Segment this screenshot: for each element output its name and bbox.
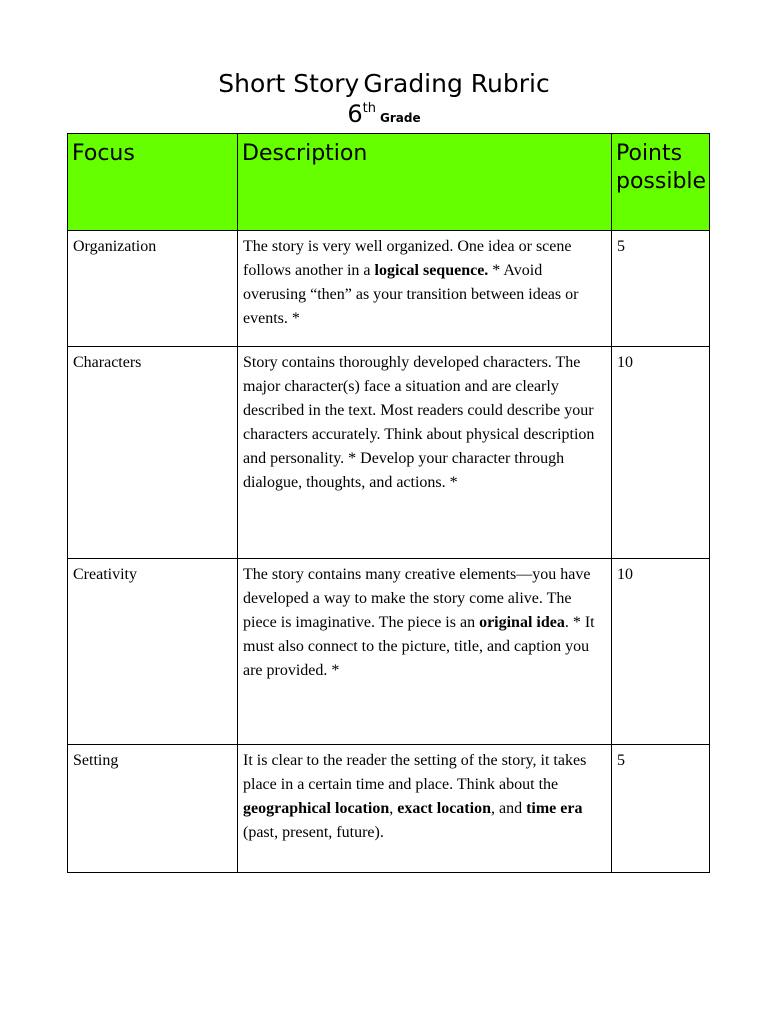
points-cell: 5 <box>612 231 710 347</box>
table-row <box>68 231 710 347</box>
header-focus: Focus <box>68 134 238 231</box>
text-run: The story is very well organized. One idea or scene follows another in a <box>243 238 572 279</box>
description-cell <box>238 559 612 745</box>
focus-cell: Setting <box>68 745 238 873</box>
title-part-1: Short Story <box>218 69 360 98</box>
focus-cell: Characters <box>68 347 238 559</box>
rubric-table <box>67 133 710 873</box>
text-run: , and <box>490 800 527 817</box>
description-cell <box>238 347 612 559</box>
text-run: It is clear to the reader the setting of the story, it takes place in a certain time and place. Think about the <box>243 752 587 793</box>
grade-label: Grade <box>380 111 421 125</box>
table-row <box>68 559 710 745</box>
text-run: Story contains thoroughly developed characters. The major character(s) face a situation and are clearly described in the text. Most readers could describe your characters accurately. Think about physical description and personality. * Develop your character through dialogue, thoughts, and actions. * <box>243 354 595 491</box>
description-cell <box>238 231 612 347</box>
title-part-2: Grading Rubric <box>363 69 550 98</box>
points-cell: 5 <box>612 745 710 873</box>
points-cell: 10 <box>612 347 710 559</box>
bold-text: geographical location <box>243 800 390 817</box>
description-cell <box>238 745 612 873</box>
header-description: Description <box>238 134 612 231</box>
bold-text: original idea <box>479 614 565 631</box>
text-run: . * It must also connect to the picture, title, and caption you are provided. * <box>243 614 595 679</box>
table-row <box>68 745 710 873</box>
text-run: The story contains many creative elements—you have developed a way to make the story come alive. The piece is imaginative. The piece is an <box>243 566 591 631</box>
focus-cell: Creativity <box>68 559 238 745</box>
text-run: * Avoid overusing “then” as your transition between ideas or events. * <box>243 262 579 327</box>
text-run: , <box>389 800 398 817</box>
text-run: (past, present, future). <box>243 824 384 841</box>
document-title <box>0 68 768 100</box>
bold-text: logical sequence. <box>374 262 489 279</box>
header-points: Points possible <box>612 134 710 231</box>
points-cell: 10 <box>612 559 710 745</box>
grade-suffix: th <box>362 101 377 116</box>
table-row <box>68 347 710 559</box>
grade-subtitle <box>0 100 768 128</box>
bold-text: time era <box>526 800 583 817</box>
grade-number: 6 <box>347 100 363 128</box>
header-row <box>68 134 710 231</box>
bold-text: exact location <box>397 800 491 817</box>
focus-cell: Organization <box>68 231 238 347</box>
